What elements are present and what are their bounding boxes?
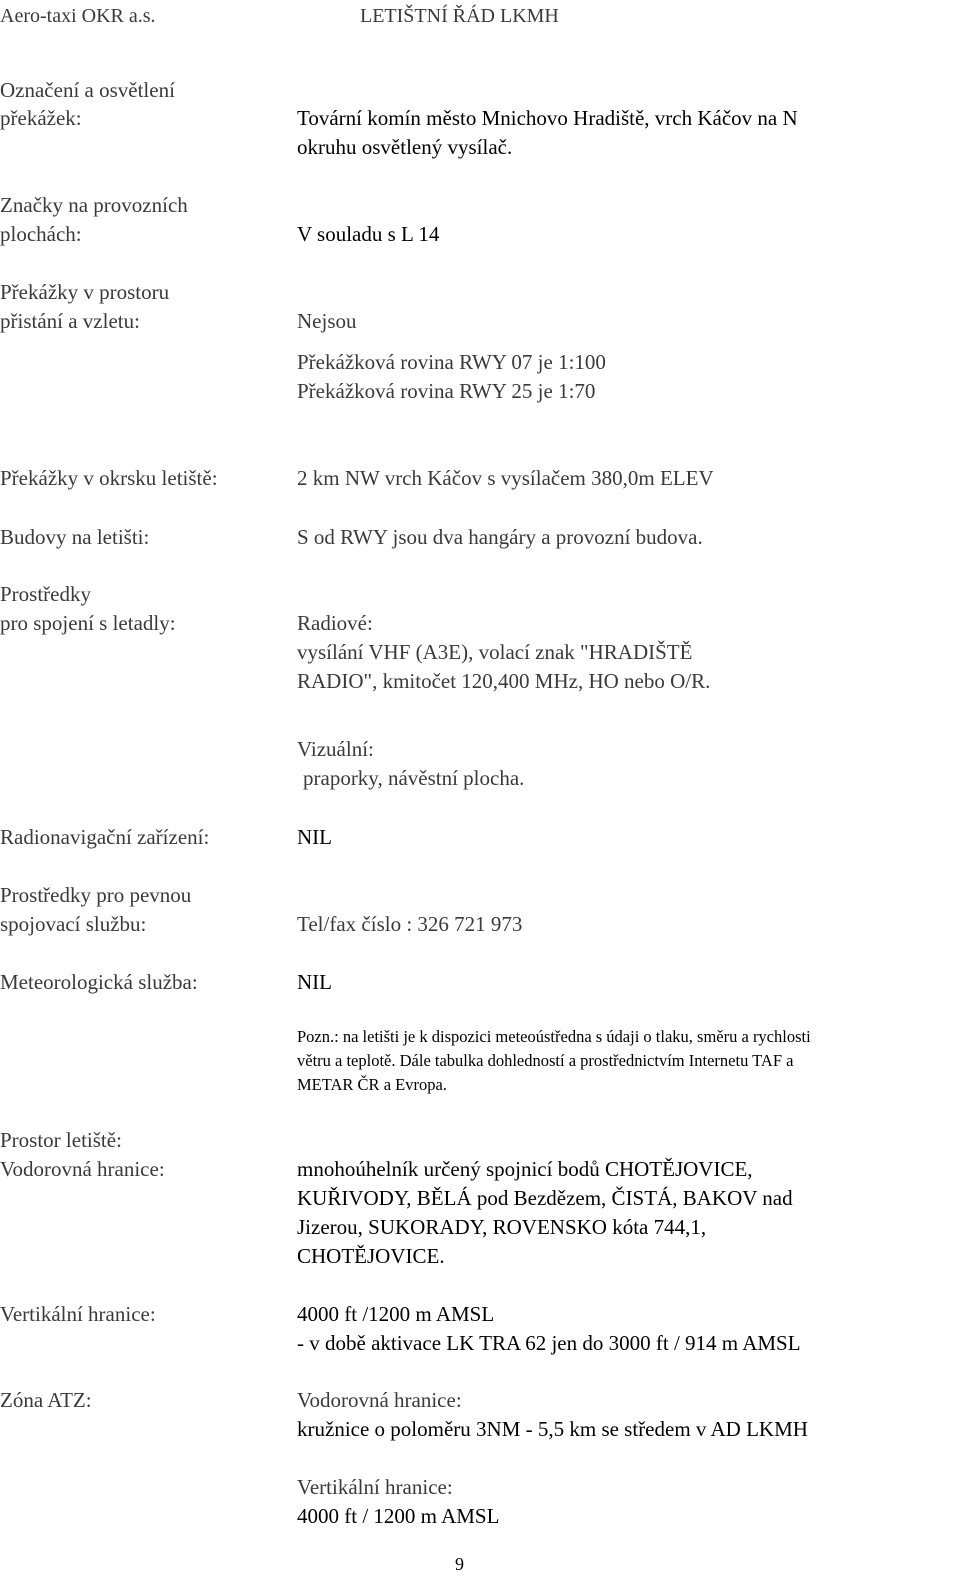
buildings-label: Budovy na letišti:	[0, 525, 150, 549]
fixed-service-value: Tel/fax číslo : 326 721 973	[297, 912, 523, 936]
airspace-horizontal-line-2: KUŘIVODY, BĚLÁ pod Bezdězem, ČISTÁ, BAKOV nad	[297, 1186, 793, 1210]
communication-label-2: pro spojení s letadly:	[0, 611, 176, 635]
communication-label-1: Prostředky	[0, 582, 91, 606]
atz-horizontal-heading: Vodorovná hranice:	[297, 1388, 462, 1412]
airspace-vertical-label: Vertikální hranice:	[0, 1302, 156, 1326]
fixed-service-label-1: Prostředky pro pevnou	[0, 883, 192, 907]
company-name: Aero-taxi OKR a.s.	[0, 5, 156, 27]
airspace-horizontal-line-3: Jizerou, SUKORADY, ROVENSKO kóta 744,1,	[297, 1215, 707, 1239]
airspace-label: Prostor letiště:	[0, 1128, 122, 1152]
met-note-line-2: větru a teplotě. Dále tabulka dohledností a prostřednictvím Internetu TAF a	[297, 1051, 794, 1070]
obstacle-plane-rwy25: Překážková rovina RWY 25 je 1:70	[297, 379, 596, 403]
document-title: LETIŠTNÍ ŘÁD LKMH	[360, 5, 559, 27]
visual-value: praporky, návěstní plocha.	[303, 766, 525, 790]
circuit-obstacles-label: Překážky v okrsku letiště:	[0, 466, 218, 490]
navaids-value: NIL	[297, 825, 332, 849]
airspace-vertical-line-2: - v době aktivace LK TRA 62 jen do 3000 ft / 914 m AMSL	[297, 1331, 801, 1355]
airspace-horizontal-line-4: CHOTĚJOVICE.	[297, 1244, 445, 1268]
radio-line-1: vysílání VHF (A3E), volací znak "HRADIŠTĚ	[297, 640, 693, 664]
met-label: Meteorologická služba:	[0, 970, 198, 994]
visual-heading: Vizuální:	[297, 737, 374, 761]
airspace-horizontal-line-1: mnohoúhelník určený spojnicí bodů CHOTĚJOVICE,	[297, 1157, 753, 1181]
met-value: NIL	[297, 970, 332, 994]
obstacle-marking-value-2: okruhu osvětlený vysílač.	[297, 135, 513, 159]
airspace-vertical-line-1: 4000 ft /1200 m AMSL	[297, 1302, 495, 1326]
markings-value: V souladu s L 14	[297, 222, 440, 246]
circuit-obstacles-value: 2 km NW vrch Káčov s vysílačem 380,0m ELEV	[297, 466, 714, 490]
atz-label: Zóna ATZ:	[0, 1388, 92, 1412]
radio-line-2: RADIO", kmitočet 120,400 MHz, HO nebo O/R.	[297, 669, 711, 693]
radio-heading: Radiové:	[297, 611, 373, 635]
approach-obstacles-value: Nejsou	[297, 309, 357, 333]
met-note-line-3: METAR ČR a Evropa.	[297, 1075, 447, 1094]
obstacle-marking-label-1: Označení a osvětlení	[0, 78, 175, 102]
atz-vertical-value: 4000 ft / 1200 m AMSL	[297, 1504, 500, 1528]
obstacle-marking-label-2: překážek:	[0, 106, 82, 130]
markings-label-1: Značky na provozních	[0, 193, 188, 217]
markings-label-2: plochách:	[0, 222, 82, 246]
navaids-label: Radionavigační zařízení:	[0, 825, 210, 849]
approach-obstacles-label-2: přistání a vzletu:	[0, 309, 140, 333]
approach-obstacles-label-1: Překážky v prostoru	[0, 280, 170, 304]
page-number: 9	[455, 1554, 464, 1574]
obstacle-plane-rwy07: Překážková rovina RWY 07 je 1:100	[297, 350, 606, 374]
buildings-value: S od RWY jsou dva hangáry a provozní budova.	[297, 525, 703, 549]
fixed-service-label-2: spojovací službu:	[0, 912, 147, 936]
met-note-line-1: Pozn.: na letišti je k dispozici meteoústředna s údaji o tlaku, směru a rychlosti	[297, 1027, 811, 1046]
obstacle-marking-value-1: Tovární komín město Mnichovo Hradiště, vrch Káčov na N	[297, 106, 798, 130]
atz-vertical-heading: Vertikální hranice:	[297, 1475, 453, 1499]
atz-horizontal-value: kružnice o poloměru 3NM - 5,5 km se středem v AD LKMH	[297, 1417, 808, 1441]
airspace-horizontal-label: Vodorovná hranice:	[0, 1157, 165, 1181]
